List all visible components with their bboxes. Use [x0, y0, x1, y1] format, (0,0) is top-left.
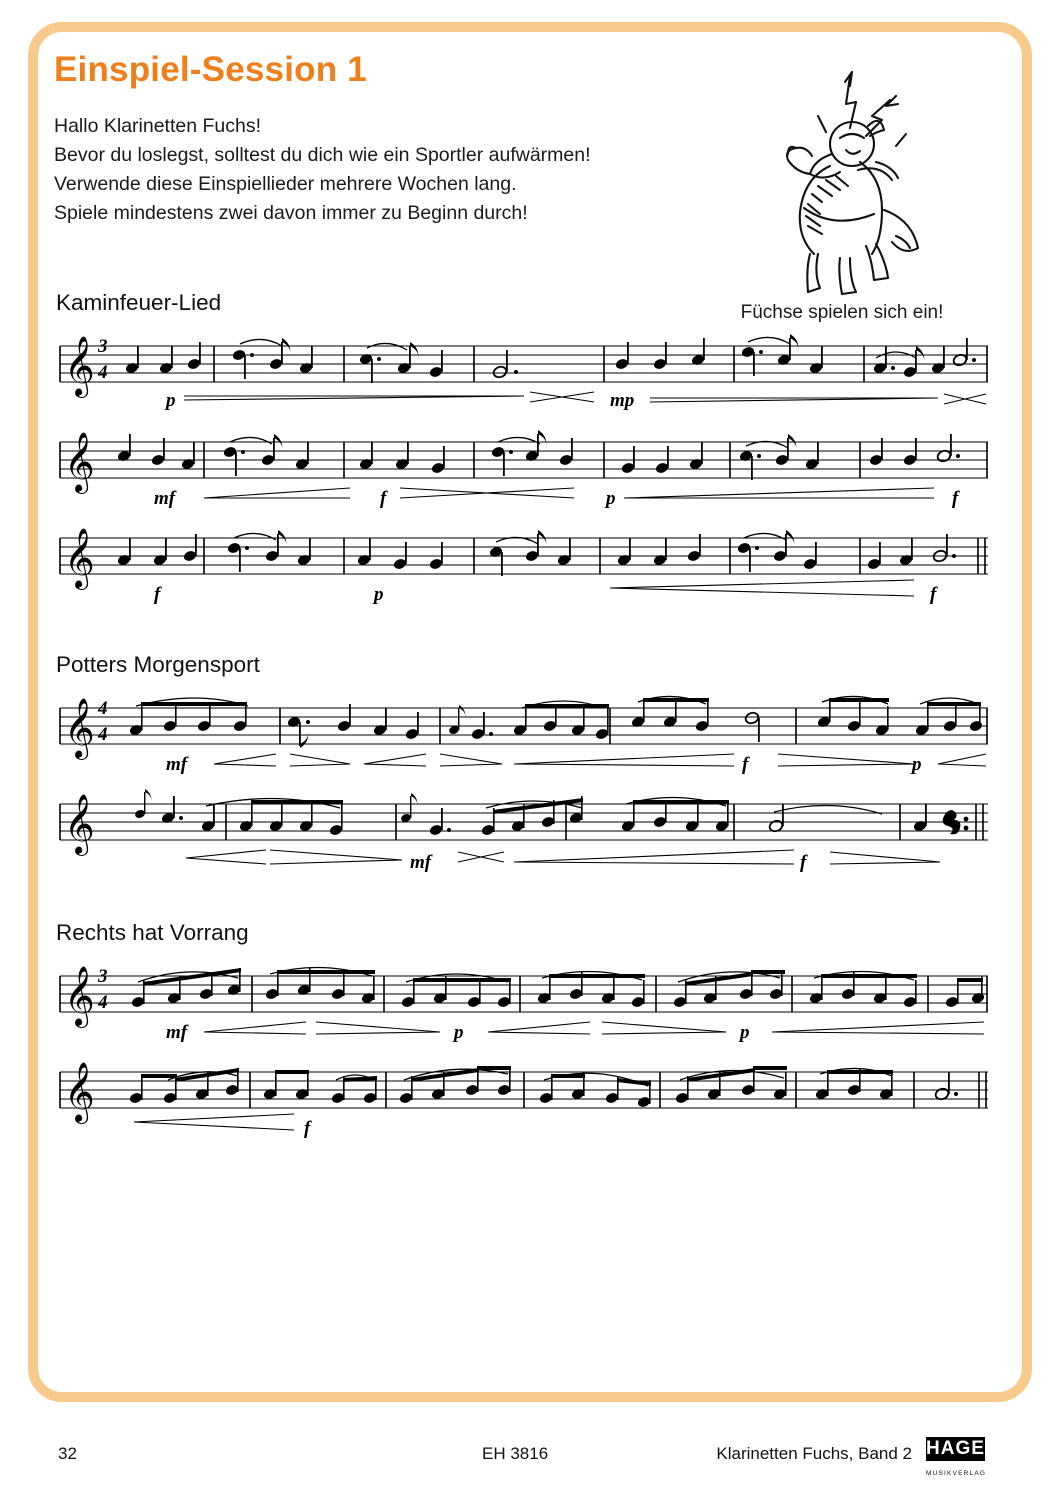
- svg-text:𝄞: 𝄞: [64, 338, 95, 395]
- dynamic-mark: f: [742, 754, 749, 775]
- intro-line-2: Bevor du loslegst, solltest du dich wie ein Sportler aufwärmen!: [54, 144, 591, 166]
- svg-text:𝄞: 𝄞: [64, 796, 95, 853]
- mascot-caption: Füchse spielen sich ein!: [740, 302, 944, 323]
- song-title: Kaminfeuer-Lied: [56, 290, 222, 315]
- dynamic-mark: mp: [610, 390, 635, 411]
- svg-text:3: 3: [98, 336, 108, 357]
- publisher-subtitle: MUSIKVERLAG: [926, 1470, 987, 1477]
- svg-text:𝄞: 𝄞: [64, 968, 95, 1025]
- intro-line-4: Spiele mindestens zwei davon immer zu Beginn durch!: [54, 202, 528, 224]
- page-content: [54, 50, 1004, 1380]
- staff-system: [54, 1052, 1004, 1144]
- dynamic-mark: p: [374, 584, 384, 605]
- svg-text:4: 4: [98, 698, 108, 719]
- dynamic-mark: f: [380, 488, 387, 509]
- dynamic-mark: p: [606, 488, 616, 509]
- svg-text:3: 3: [98, 966, 108, 987]
- svg-text:4: 4: [98, 992, 108, 1013]
- song-potters-morgensport: [54, 652, 1004, 876]
- dynamic-mark: p: [740, 1022, 750, 1043]
- dynamic-mark: p: [166, 390, 176, 411]
- staff-system: [54, 518, 1004, 610]
- svg-text:𝄞: 𝄞: [64, 434, 95, 491]
- page-footer: [58, 1438, 1022, 1477]
- svg-text:𝄞: 𝄞: [64, 700, 95, 757]
- dynamic-mark: mf: [166, 754, 188, 775]
- svg-text:𝄞: 𝄞: [64, 1064, 95, 1121]
- publisher-name: HAGE: [926, 1438, 985, 1459]
- dynamic-mark: mf: [154, 488, 176, 509]
- staff-system: [54, 956, 1004, 1048]
- dynamic-mark: f: [952, 488, 959, 509]
- dynamic-mark: f: [930, 584, 937, 605]
- song-title: Rechts hat Vorrang: [56, 920, 249, 945]
- staff-system: [54, 422, 1004, 514]
- intro-line-1: Hallo Klarinetten Fuchs!: [54, 115, 262, 137]
- staff-systems: [54, 956, 1004, 1144]
- staff-system: [54, 688, 1004, 780]
- intro-line-3: Verwende diese Einspiellieder mehrere Wochen lang.: [54, 173, 517, 195]
- fox-playing-clarinet-icon: [700, 58, 980, 308]
- edition-code: EH 3816: [482, 1444, 549, 1463]
- staff-system: [54, 326, 1004, 418]
- dynamic-mark: f: [154, 584, 161, 605]
- dynamic-mark: f: [304, 1118, 311, 1139]
- dynamic-mark: p: [912, 754, 922, 775]
- song-title: Potters Morgensport: [56, 652, 260, 677]
- intro-text: [54, 112, 674, 228]
- staff-system: [54, 784, 1004, 876]
- dynamic-mark: mf: [410, 852, 432, 873]
- song-rechts-hat-vorrang: [54, 920, 1004, 1144]
- dynamic-mark: mf: [166, 1022, 188, 1043]
- book-title: Klarinetten Fuchs, Band 2: [716, 1444, 912, 1463]
- dynamic-mark: f: [800, 852, 807, 873]
- song-kaminfeuer-lied: [54, 290, 1004, 610]
- staff-systems: [54, 688, 1004, 876]
- svg-text:𝄞: 𝄞: [64, 530, 95, 587]
- dynamic-mark: p: [454, 1022, 464, 1043]
- publisher-logo: [926, 1438, 1022, 1477]
- svg-text:4: 4: [98, 724, 108, 745]
- svg-text:4: 4: [98, 362, 108, 383]
- staff-systems: [54, 326, 1004, 610]
- page-title: Einspiel-Session 1: [54, 50, 367, 89]
- page-number: 32: [58, 1444, 77, 1463]
